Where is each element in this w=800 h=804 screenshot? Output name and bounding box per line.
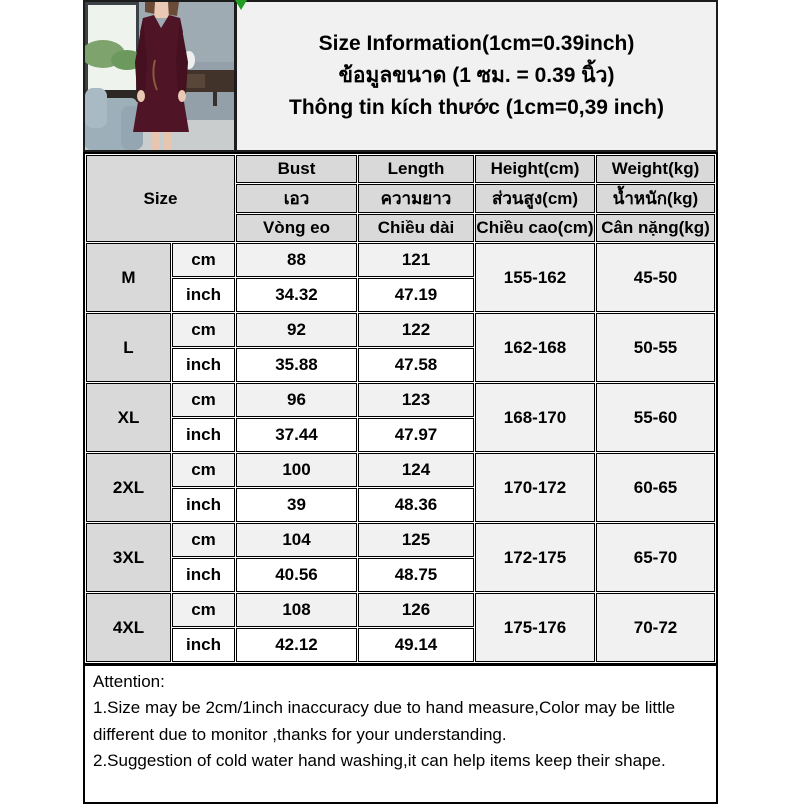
size-label-4xl: 4XL [86, 593, 171, 662]
weight-range-xl: 55-60 [596, 383, 715, 452]
col-header-weight-vi: Cân nặng(kg) [596, 214, 715, 242]
length-inch-m: 47.19 [358, 278, 474, 312]
col-header-weight-th: น้ำหนัก(kg) [596, 184, 715, 213]
unit-label-inch: inch [172, 488, 235, 522]
col-header-length-vi: Chiều dài [358, 214, 474, 242]
unit-label-cm: cm [172, 383, 235, 417]
size-corner-header: Size [86, 155, 235, 242]
unit-label-inch: inch [172, 348, 235, 382]
size-label-2xl: 2XL [86, 453, 171, 522]
unit-label-inch: inch [172, 628, 235, 662]
weight-range-l: 50-55 [596, 313, 715, 382]
weight-range-m: 45-50 [596, 243, 715, 312]
height-range-xl: 168-170 [475, 383, 595, 452]
model-photo-illustration [85, 2, 234, 150]
col-header-height-th: ส่วนสูง(cm) [475, 184, 595, 213]
height-range-3xl: 172-175 [475, 523, 595, 592]
bust-cm-m: 88 [236, 243, 357, 277]
length-inch-2xl: 48.36 [358, 488, 474, 522]
size-label-xl: XL [86, 383, 171, 452]
length-cm-xl: 123 [358, 383, 474, 417]
size-label-m: M [86, 243, 171, 312]
col-header-bust-vi: Vòng eo [236, 214, 357, 242]
length-inch-l: 47.58 [358, 348, 474, 382]
title-thai: ข้อมูลขนาด (1 ซม. = 0.39 นิ้ว) [338, 64, 615, 88]
size-label-l: L [86, 313, 171, 382]
title-english: Size Information(1cm=0.39inch) [318, 32, 635, 56]
bust-inch-4xl: 42.12 [236, 628, 357, 662]
unit-label-inch: inch [172, 278, 235, 312]
unit-label-inch: inch [172, 418, 235, 452]
length-cm-2xl: 124 [358, 453, 474, 487]
col-header-length-th: ความยาว [358, 184, 474, 213]
unit-label-cm: cm [172, 243, 235, 277]
size-table [83, 152, 718, 665]
bust-inch-xl: 37.44 [236, 418, 357, 452]
length-cm-l: 122 [358, 313, 474, 347]
model-photo [83, 0, 236, 152]
green-corner-marker-icon [235, 0, 247, 10]
length-cm-m: 121 [358, 243, 474, 277]
height-range-m: 155-162 [475, 243, 595, 312]
height-range-2xl: 170-172 [475, 453, 595, 522]
weight-range-2xl: 60-65 [596, 453, 715, 522]
unit-label-cm: cm [172, 593, 235, 627]
length-cm-3xl: 125 [358, 523, 474, 557]
unit-label-cm: cm [172, 523, 235, 557]
col-header-height-en: Height(cm) [475, 155, 595, 183]
size-chart-content [83, 0, 718, 804]
bust-cm-3xl: 104 [236, 523, 357, 557]
bust-cm-l: 92 [236, 313, 357, 347]
attention-line-1: 1.Size may be 2cm/1inch inaccuracy due to hand measure,Color may be little different due to monitor ,thanks for your understanding. [93, 698, 676, 744]
length-inch-3xl: 48.75 [358, 558, 474, 592]
length-inch-xl: 47.97 [358, 418, 474, 452]
length-cm-4xl: 126 [358, 593, 474, 627]
unit-label-inch: inch [172, 558, 235, 592]
col-header-weight-en: Weight(kg) [596, 155, 715, 183]
bust-cm-2xl: 100 [236, 453, 357, 487]
title-vietnamese: Thông tin kích thước (1cm=0,39 inch) [289, 95, 664, 119]
bust-inch-m: 34.32 [236, 278, 357, 312]
unit-label-cm: cm [172, 313, 235, 347]
attention-notes [83, 665, 718, 804]
bust-cm-4xl: 108 [236, 593, 357, 627]
length-inch-4xl: 49.14 [358, 628, 474, 662]
attention-title: Attention: [93, 672, 165, 691]
bust-inch-2xl: 39 [236, 488, 357, 522]
weight-range-3xl: 65-70 [596, 523, 715, 592]
weight-range-4xl: 70-72 [596, 593, 715, 662]
bust-cm-xl: 96 [236, 383, 357, 417]
size-label-3xl: 3XL [86, 523, 171, 592]
bust-inch-3xl: 40.56 [236, 558, 357, 592]
unit-label-cm: cm [172, 453, 235, 487]
height-range-l: 162-168 [475, 313, 595, 382]
bust-inch-l: 35.88 [236, 348, 357, 382]
attention-line-2: 2.Suggestion of cold water hand washing,it can help items keep their shape. [93, 751, 666, 771]
height-range-4xl: 175-176 [475, 593, 595, 662]
col-header-height-vi: Chiều cao(cm) [475, 214, 595, 242]
col-header-bust-en: Bust [236, 155, 357, 183]
col-header-length-en: Length [358, 155, 474, 183]
col-header-bust-th: เอว [236, 184, 357, 213]
size-info-title-box [236, 0, 718, 152]
top-strip [83, 0, 718, 152]
